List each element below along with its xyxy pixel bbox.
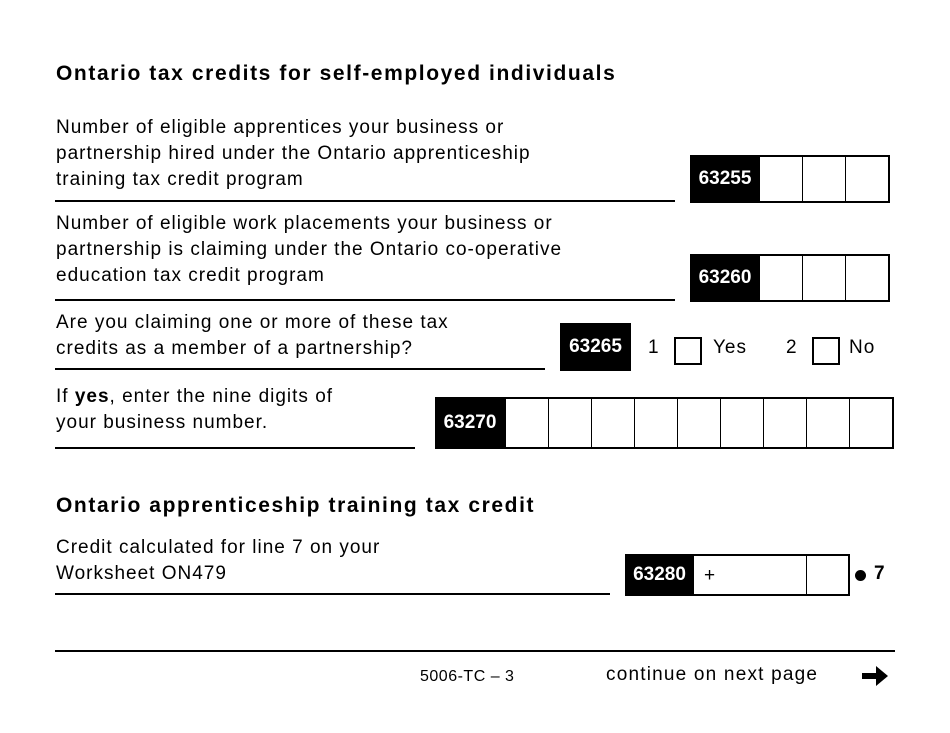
line-code-63280: 63280 (625, 554, 694, 596)
yes-option-label: Yes (713, 337, 747, 358)
question-line (56, 384, 333, 410)
form-identifier: 5006-TC – 3 (420, 668, 515, 685)
business-number-input[interactable] (504, 397, 894, 449)
question-line: Number of eligible apprentices your business or (56, 117, 505, 138)
work-placements-question (56, 211, 562, 289)
question-line: Are you claiming one or more of these tax (56, 312, 449, 333)
question-line: Credit calculated for line 7 on your (56, 537, 381, 558)
apprentices-count-input[interactable] (758, 155, 890, 203)
yes-option-number: 1 (648, 337, 660, 358)
divider (55, 299, 675, 301)
prefix-text: If (56, 386, 75, 407)
section-heading-self-employed: Ontario tax credits for self-employed individuals (56, 62, 617, 85)
credit-calculated-question (56, 535, 380, 587)
divider (55, 447, 415, 449)
question-line: credits as a member of a partnership? (56, 338, 413, 359)
question-line: Worksheet ON479 (56, 563, 227, 584)
credit-amount-input[interactable] (692, 554, 850, 596)
divider (55, 593, 610, 595)
apprentices-question (56, 115, 531, 193)
question-line: partnership is claiming under the Ontario co-operative (56, 239, 563, 260)
yes-emphasis: yes (74, 386, 110, 407)
section-heading-apprenticeship: Ontario apprenticeship training tax credit (56, 494, 536, 517)
question-line: your business number. (56, 412, 269, 433)
rest-text: , enter the nine digits of (109, 386, 334, 407)
partnership-question (56, 310, 449, 362)
question-line: training tax credit program (56, 169, 304, 190)
line-code-63260: 63260 (690, 254, 760, 302)
yes-checkbox[interactable] (674, 337, 702, 365)
no-option-number: 2 (786, 337, 798, 358)
line-code-63265: 63265 (560, 323, 631, 371)
no-option-label: No (849, 337, 876, 358)
cents-divider (806, 556, 807, 594)
work-placements-count-input[interactable] (758, 254, 890, 302)
plus-sign: + (704, 565, 716, 586)
question-line: Number of eligible work placements your business or (56, 213, 553, 234)
arrow-right-icon (860, 664, 890, 688)
continue-text: continue on next page (606, 664, 819, 685)
question-line: partnership hired under the Ontario apprenticeship (56, 143, 531, 164)
line-code-63255: 63255 (690, 155, 760, 203)
divider (55, 200, 675, 202)
question-line: education tax credit program (56, 265, 325, 286)
bullet-icon (855, 570, 866, 581)
divider (55, 368, 545, 370)
no-checkbox[interactable] (812, 337, 840, 365)
footer-rule (55, 650, 895, 652)
line-code-63270: 63270 (435, 397, 505, 449)
line-number: 7 (874, 563, 886, 584)
business-number-question (56, 384, 333, 436)
